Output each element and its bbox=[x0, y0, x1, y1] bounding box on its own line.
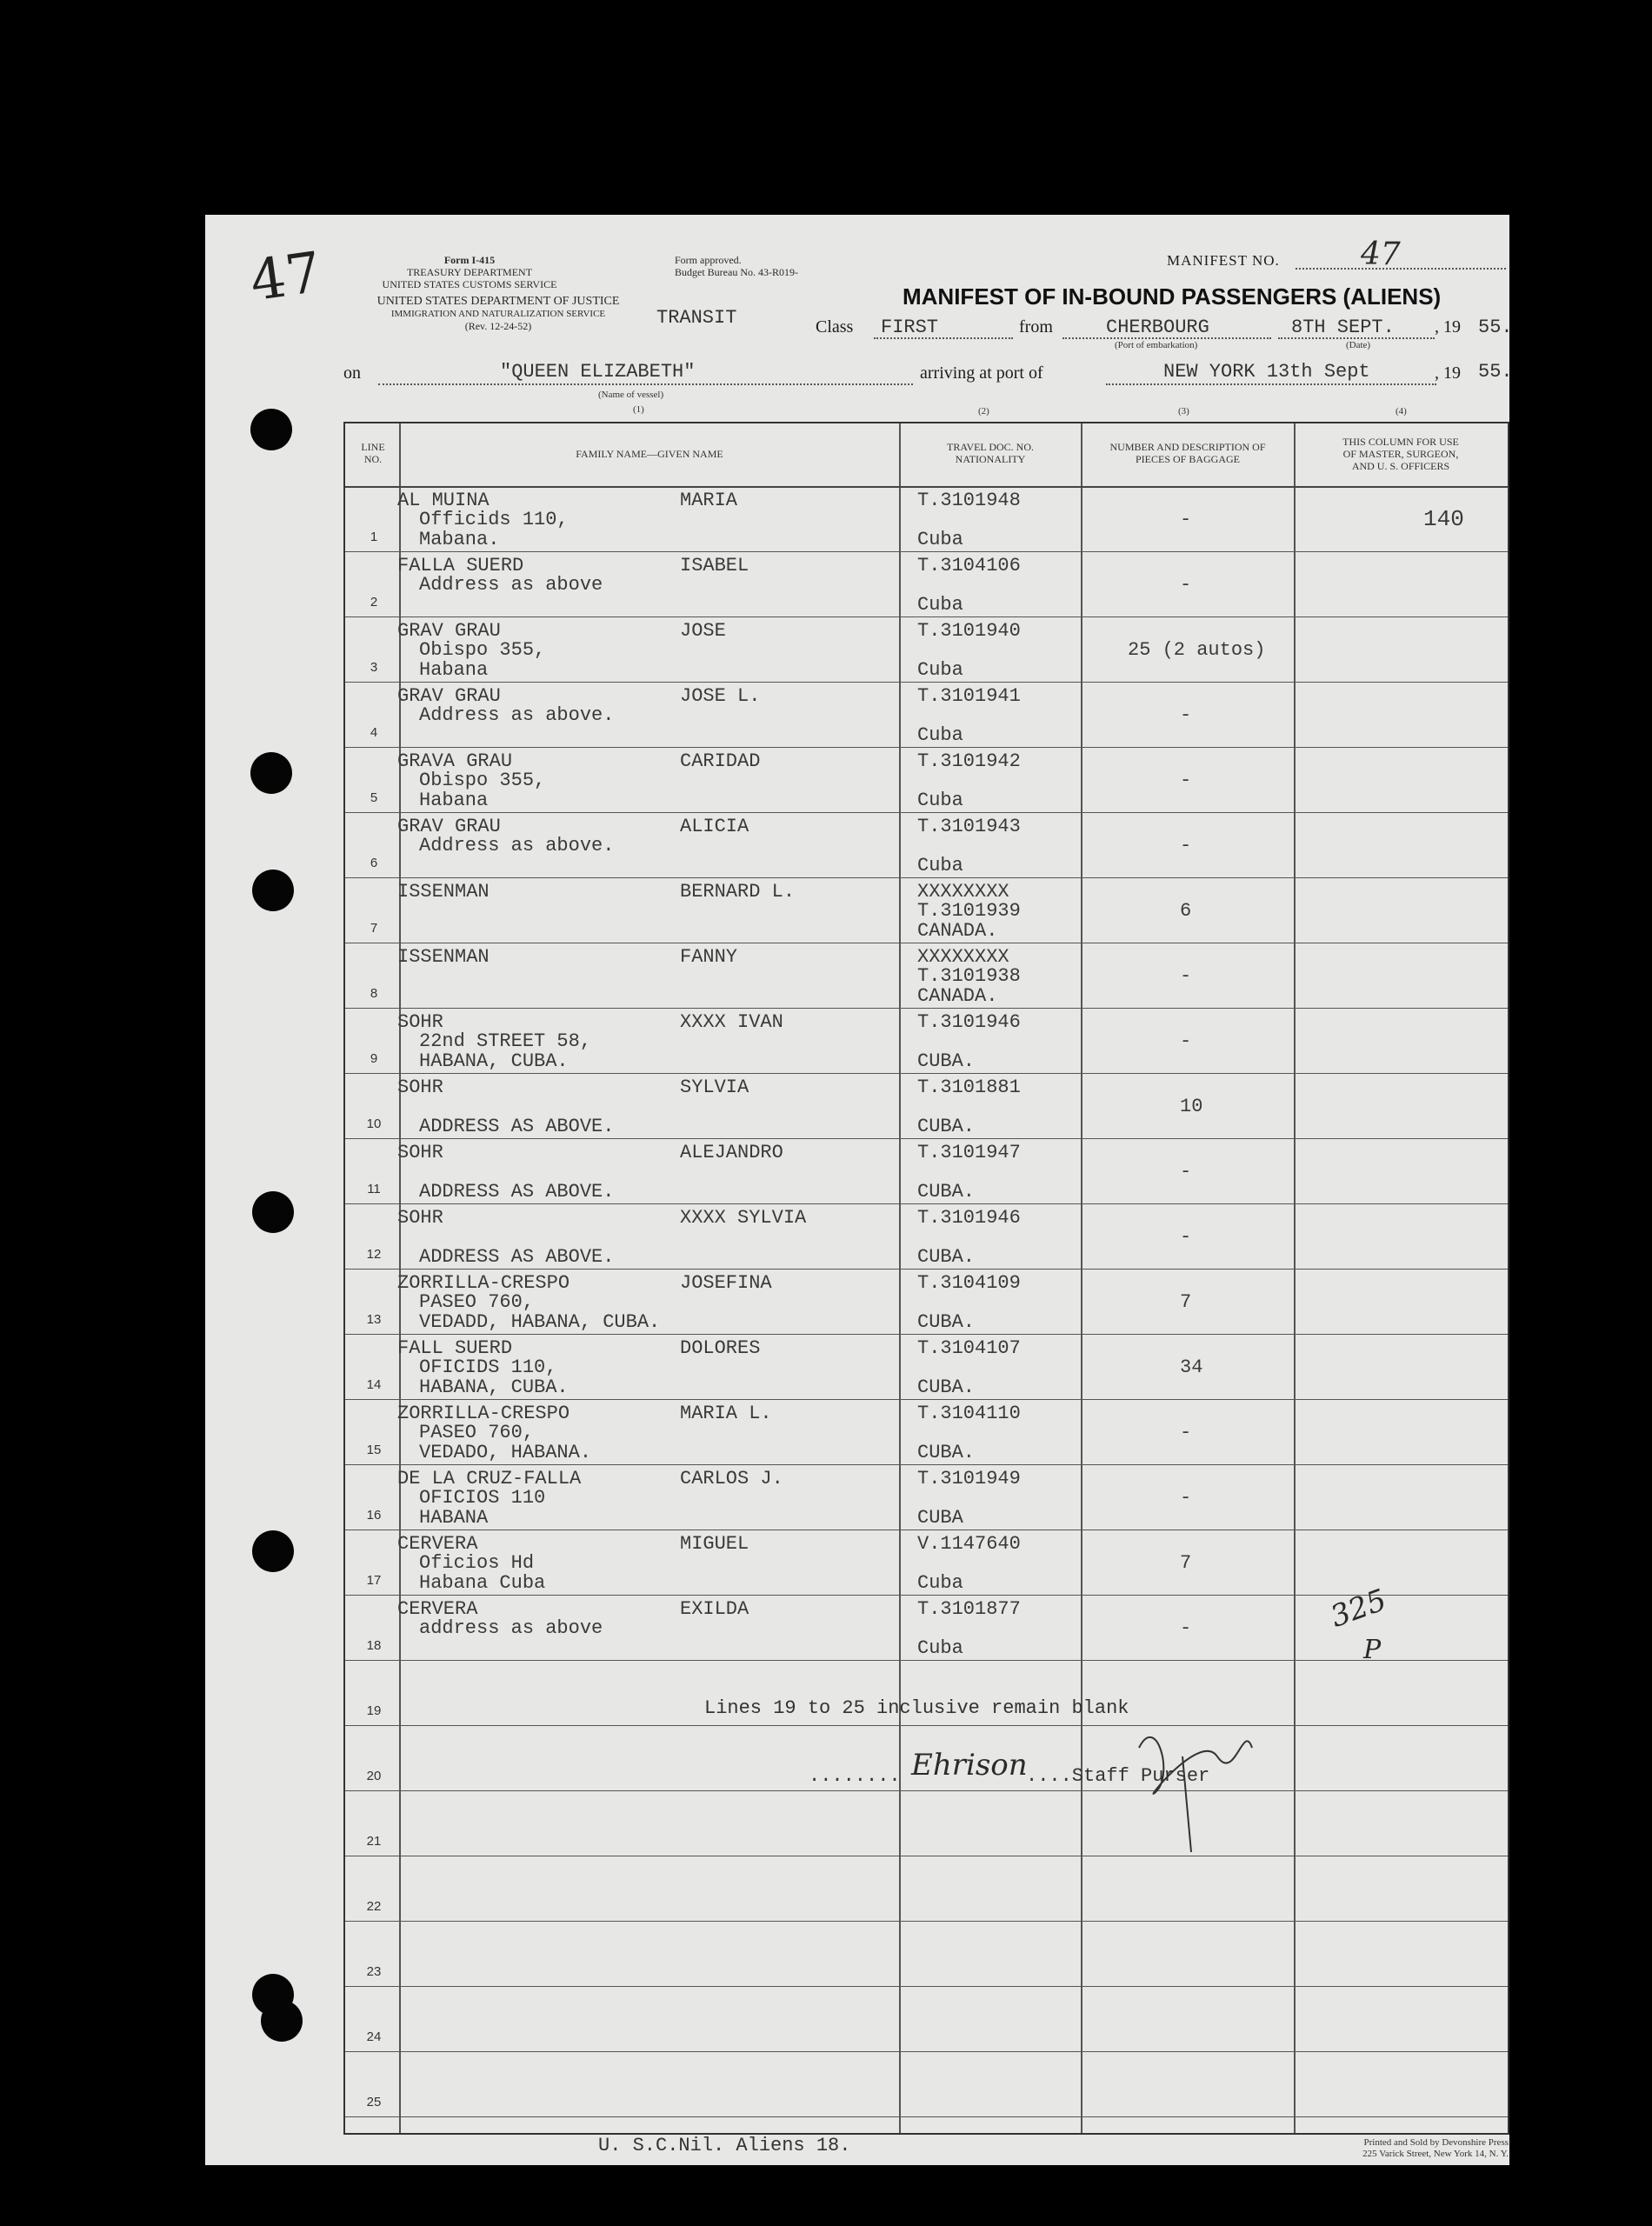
column-number-3: (3) bbox=[1178, 406, 1189, 417]
baggage: - bbox=[1180, 835, 1192, 856]
punch-hole bbox=[252, 870, 294, 911]
row-divider bbox=[345, 877, 1508, 878]
baggage: - bbox=[1180, 1422, 1192, 1443]
nationality: Cuba bbox=[917, 724, 963, 746]
purser-dots: ........ bbox=[809, 1765, 901, 1787]
family-name: SOHR bbox=[397, 1011, 443, 1033]
row-divider bbox=[345, 1986, 1508, 1987]
line-number: 13 bbox=[366, 1312, 382, 1327]
passenger-table bbox=[343, 422, 1509, 2135]
address-line: ADDRESS AS ABOVE. bbox=[419, 1116, 615, 1137]
address-line: ADDRESS AS ABOVE. bbox=[419, 1246, 615, 1268]
nationality: Cuba bbox=[917, 659, 963, 681]
baggage: - bbox=[1180, 1617, 1192, 1639]
line-number: 4 bbox=[370, 725, 378, 740]
line-number: 14 bbox=[366, 1377, 382, 1392]
given-name: MARIA L. bbox=[680, 1403, 772, 1424]
port-caption: (Port of embarkation) bbox=[1115, 340, 1198, 350]
family-name: SOHR bbox=[397, 1142, 443, 1163]
treasury-dept: TREASURY DEPARTMENT bbox=[406, 266, 533, 278]
manifest-number-label: MANIFEST NO. bbox=[1167, 252, 1280, 269]
date-caption: (Date) bbox=[1346, 340, 1371, 350]
manifest-number: 47 bbox=[1361, 237, 1401, 272]
address-line: Mabana. bbox=[419, 529, 500, 550]
purser-title: ....Staff Purser bbox=[1026, 1765, 1210, 1787]
column-number-2: (2) bbox=[978, 406, 989, 417]
arrival-year-label: , 19 bbox=[1435, 363, 1461, 383]
line-number: 12 bbox=[366, 1247, 382, 1262]
travel-doc-no: V.1147640 bbox=[917, 1533, 1021, 1555]
address-line: VEDADO, HABANA. bbox=[419, 1442, 592, 1463]
line-number: 20 bbox=[366, 1769, 382, 1783]
line-number: 6 bbox=[370, 856, 378, 870]
arriving-label: arriving at port of bbox=[920, 363, 1043, 383]
baggage: 6 bbox=[1180, 900, 1192, 922]
address-line: Address as above. bbox=[419, 835, 615, 856]
family-name: SOHR bbox=[397, 1076, 443, 1098]
family-name: ISSENMAN bbox=[397, 946, 490, 968]
approval-line-1: Form approved. bbox=[675, 254, 742, 266]
baggage: - bbox=[1180, 704, 1192, 726]
handwritten-annotation: 325 bbox=[1326, 1583, 1391, 1635]
given-name: JOSE bbox=[680, 620, 726, 642]
baggage: - bbox=[1180, 509, 1192, 530]
row-divider bbox=[345, 1725, 1508, 1726]
form-number: Form I-415 bbox=[443, 254, 496, 266]
row-divider bbox=[345, 1595, 1508, 1596]
given-name: SYLVIA bbox=[680, 1076, 749, 1098]
vessel-caption: (Name of vessel) bbox=[598, 390, 664, 400]
travel-doc-no: T.3101940 bbox=[917, 620, 1021, 642]
row-divider bbox=[345, 1334, 1508, 1335]
address-line: HABANA, CUBA. bbox=[419, 1376, 569, 1398]
baggage: - bbox=[1180, 1030, 1192, 1052]
travel-doc-no: T.3101942 bbox=[917, 750, 1021, 772]
line-number: 1 bbox=[370, 530, 378, 544]
baggage: - bbox=[1180, 1226, 1192, 1248]
line-number: 18 bbox=[366, 1638, 382, 1653]
header-line-no: LINE NO. bbox=[361, 441, 385, 465]
nationality: CUBA bbox=[917, 1507, 963, 1529]
address-line: VEDADD, HABANA, CUBA. bbox=[419, 1311, 661, 1333]
printer-credit: Printed and Sold by Devonshire Press 225 Varick Street, New York 14, N. Y. bbox=[1362, 2137, 1509, 2159]
line-number: 8 bbox=[370, 986, 378, 1001]
family-name: SOHR bbox=[397, 1207, 443, 1229]
travel-doc-no: XXXXXXXX bbox=[917, 881, 1009, 903]
arrival-port-date: NEW YORK 13th Sept bbox=[1163, 361, 1370, 383]
column-number-1: (1) bbox=[633, 404, 644, 415]
row-divider bbox=[345, 1138, 1508, 1139]
address-line: PASEO 760, bbox=[419, 1422, 535, 1443]
baggage: - bbox=[1180, 770, 1192, 791]
customs-service: UNITED STATES CUSTOMS SERVICE bbox=[382, 278, 557, 290]
embarkation-date: 8TH SEPT. bbox=[1291, 317, 1395, 338]
nationality: CUBA. bbox=[917, 1311, 976, 1333]
line-number: 16 bbox=[366, 1508, 382, 1523]
address-line: PASEO 760, bbox=[419, 1291, 535, 1313]
line-number: 10 bbox=[366, 1116, 382, 1131]
address-line: Habana Cuba bbox=[419, 1572, 546, 1594]
line-number: 21 bbox=[366, 1834, 382, 1849]
family-name: GRAV GRAU bbox=[397, 620, 501, 642]
year-label: , 19 bbox=[1435, 317, 1461, 337]
column-number-4: (4) bbox=[1396, 406, 1407, 417]
family-name: AL MUINA bbox=[397, 490, 490, 511]
baggage: 7 bbox=[1180, 1552, 1192, 1574]
line-number: 5 bbox=[370, 790, 378, 805]
family-name: CERVERA bbox=[397, 1533, 478, 1555]
revision: (Rev. 12-24-52) bbox=[464, 320, 532, 332]
officer-note: 140 bbox=[1423, 506, 1464, 532]
handwritten-annotation-letter: P bbox=[1363, 1635, 1382, 1665]
punch-hole bbox=[250, 409, 292, 450]
row-divider bbox=[345, 1008, 1508, 1009]
address-line: OFICIDS 110, bbox=[419, 1356, 557, 1378]
address-line: HABANA bbox=[419, 1507, 489, 1529]
nationality: Cuba bbox=[917, 1637, 963, 1659]
given-name: DOLORES bbox=[680, 1337, 761, 1359]
header-travel-doc: TRAVEL DOC. NO. NATIONALITY bbox=[946, 441, 1034, 465]
baggage: 25 (2 autos) bbox=[1128, 639, 1266, 661]
address-line: Officids 110, bbox=[419, 509, 569, 530]
baggage: 7 bbox=[1180, 1291, 1192, 1313]
line-number: 19 bbox=[366, 1703, 382, 1718]
justice-block bbox=[342, 296, 655, 332]
travel-doc-no: T.3101946 bbox=[917, 1011, 1021, 1033]
given-name: ISABEL bbox=[680, 555, 749, 576]
nationality: CANADA. bbox=[917, 920, 998, 942]
baggage: 10 bbox=[1180, 1096, 1203, 1117]
footer-aliens-count: U. S.C.Nil. Aliens 18. bbox=[598, 2135, 851, 2156]
family-name: CERVERA bbox=[397, 1598, 478, 1620]
vessel-name: "QUEEN ELIZABETH" bbox=[500, 361, 696, 383]
given-name: MIGUEL bbox=[680, 1533, 749, 1555]
travel-doc-no: T.3101941 bbox=[917, 685, 1021, 707]
line-number: 7 bbox=[370, 921, 378, 936]
nationality: CUBA. bbox=[917, 1050, 976, 1072]
address-line: Address as above. bbox=[419, 704, 615, 726]
nationality: Cuba bbox=[917, 790, 963, 811]
line-number: 24 bbox=[366, 2029, 382, 2044]
nationality: Cuba bbox=[917, 594, 963, 616]
line-number: 11 bbox=[367, 1182, 381, 1196]
address-line: address as above bbox=[419, 1617, 603, 1639]
line-number: 2 bbox=[370, 595, 378, 610]
row-divider bbox=[345, 1399, 1508, 1400]
embarkation-year: 55. bbox=[1478, 317, 1513, 338]
given-name: BERNARD L. bbox=[680, 881, 796, 903]
row-divider bbox=[345, 812, 1508, 813]
baggage: 34 bbox=[1180, 1356, 1203, 1378]
travel-doc-no: T.3101946 bbox=[917, 1207, 1021, 1229]
given-name: XXXX SYLVIA bbox=[680, 1207, 807, 1229]
given-name: CARLOS J. bbox=[680, 1468, 783, 1490]
family-name: GRAV GRAU bbox=[397, 685, 501, 707]
punch-hole bbox=[252, 1191, 294, 1233]
travel-doc-no: T.3101881 bbox=[917, 1076, 1021, 1098]
given-name: EXILDA bbox=[680, 1598, 749, 1620]
class-value: FIRST bbox=[881, 317, 939, 338]
travel-doc-no: T.3104106 bbox=[917, 555, 1021, 576]
row-divider bbox=[345, 616, 1508, 617]
on-label: on bbox=[343, 363, 361, 383]
travel-doc-no: T.3104107 bbox=[917, 1337, 1021, 1359]
given-name: ALEJANDRO bbox=[680, 1142, 783, 1163]
family-name: GRAVA GRAU bbox=[397, 750, 513, 772]
approval-line-2: Budget Bureau No. 43-R019- bbox=[675, 266, 798, 278]
line-number: 9 bbox=[370, 1051, 378, 1066]
purser-signature: Ehrison bbox=[911, 1748, 1028, 1783]
row-divider bbox=[345, 551, 1508, 552]
nationality: Cuba bbox=[917, 855, 963, 876]
ins-service: IMMIGRATION AND NATURALIZATION SERVICE bbox=[390, 309, 606, 319]
page-title: MANIFEST OF IN-BOUND PASSENGERS (ALIENS) bbox=[903, 283, 1442, 310]
official-signature-scrawl bbox=[1122, 1696, 1261, 1869]
family-name: ISSENMAN bbox=[397, 881, 490, 903]
given-name: JOSEFINA bbox=[680, 1272, 772, 1294]
nationality: CUBA. bbox=[917, 1376, 976, 1398]
family-name: FALL SUERD bbox=[397, 1337, 513, 1359]
family-name: ZORRILLA-CRESPO bbox=[397, 1403, 570, 1424]
travel-doc-no: T.3104110 bbox=[917, 1403, 1021, 1424]
given-name: XXXX IVAN bbox=[680, 1011, 783, 1033]
from-label: from bbox=[1019, 317, 1053, 337]
punch-hole bbox=[250, 752, 292, 794]
form-number-block bbox=[352, 254, 587, 290]
given-name: JOSE L. bbox=[680, 685, 761, 707]
row-divider bbox=[345, 682, 1508, 683]
baggage: - bbox=[1180, 965, 1192, 987]
address-line: Obispo 355, bbox=[419, 639, 546, 661]
row-divider bbox=[345, 1660, 1508, 1661]
header-baggage: NUMBER AND DESCRIPTION OF PIECES OF BAGGAGE bbox=[1109, 441, 1266, 465]
travel-doc-no: T.3101943 bbox=[917, 816, 1021, 837]
family-name: FALLA SUERD bbox=[397, 555, 524, 576]
line-number: 23 bbox=[366, 1964, 382, 1979]
given-name: CARIDAD bbox=[680, 750, 761, 772]
travel-doc-no: XXXXXXXX bbox=[917, 946, 1009, 968]
row-divider bbox=[345, 1790, 1508, 1791]
nationality: CUBA. bbox=[917, 1246, 976, 1268]
row-divider bbox=[345, 1269, 1508, 1270]
given-name: MARIA bbox=[680, 490, 738, 511]
nationality: CUBA. bbox=[917, 1442, 976, 1463]
given-name: ALICIA bbox=[680, 816, 749, 837]
travel-doc-no: T.3101948 bbox=[917, 490, 1021, 511]
travel-doc-no: T.3101938 bbox=[917, 965, 1021, 987]
row-divider bbox=[345, 747, 1508, 748]
line-number: 17 bbox=[366, 1573, 382, 1588]
nationality: Cuba bbox=[917, 529, 963, 550]
address-line: Obispo 355, bbox=[419, 770, 546, 791]
address-line: Oficios Hd bbox=[419, 1552, 535, 1574]
transit-stamp: TRANSIT bbox=[656, 307, 737, 329]
address-line: ADDRESS AS ABOVE. bbox=[419, 1181, 615, 1203]
row-divider bbox=[345, 1921, 1508, 1922]
address-line: 22nd STREET 58, bbox=[419, 1030, 592, 1052]
nationality: Cuba bbox=[917, 1572, 963, 1594]
punch-hole bbox=[261, 2000, 303, 2042]
family-name: DE LA CRUZ-FALLA bbox=[397, 1468, 582, 1490]
row-divider bbox=[345, 1203, 1508, 1204]
address-line: HABANA, CUBA. bbox=[419, 1050, 569, 1072]
row-divider bbox=[345, 1073, 1508, 1074]
nationality: CANADA. bbox=[917, 985, 998, 1007]
line-number: 3 bbox=[370, 660, 378, 675]
line-number: 25 bbox=[366, 2095, 382, 2109]
travel-doc-no: T.3101939 bbox=[917, 900, 1021, 922]
nationality: CUBA. bbox=[917, 1116, 976, 1137]
line-number: 22 bbox=[366, 1899, 382, 1914]
address-line: Habana bbox=[419, 790, 489, 811]
family-name: ZORRILLA-CRESPO bbox=[397, 1272, 570, 1294]
family-name: GRAV GRAU bbox=[397, 816, 501, 837]
form-approval bbox=[675, 254, 823, 278]
travel-doc-no: T.3101947 bbox=[917, 1142, 1021, 1163]
baggage: - bbox=[1180, 1161, 1192, 1183]
remain-blank-note: Lines 19 to 25 inclusive remain blank bbox=[704, 1697, 1129, 1719]
travel-doc-no: T.3101949 bbox=[917, 1468, 1021, 1490]
punch-hole bbox=[252, 1530, 294, 1572]
justice-dept: UNITED STATES DEPARTMENT OF JUSTICE bbox=[376, 295, 620, 308]
address-line: OFICIOS 110 bbox=[419, 1487, 546, 1509]
header-officers: THIS COLUMN FOR USE OF MASTER, SURGEON, AND U. S. OFFICERS bbox=[1342, 436, 1459, 472]
header-family-name: FAMILY NAME—GIVEN NAME bbox=[576, 448, 723, 460]
row-divider bbox=[345, 2116, 1508, 2117]
arrival-year: 55. bbox=[1478, 361, 1513, 383]
given-name: FANNY bbox=[680, 946, 738, 968]
margin-handwritten-number: 47 bbox=[246, 240, 326, 315]
line-number: 15 bbox=[366, 1443, 382, 1457]
address-line: Address as above bbox=[419, 574, 603, 596]
travel-doc-no: T.3101877 bbox=[917, 1598, 1021, 1620]
baggage: - bbox=[1180, 1487, 1192, 1509]
port-of-embarkation: CHERBOURG bbox=[1106, 317, 1209, 338]
travel-doc-no: T.3104109 bbox=[917, 1272, 1021, 1294]
row-divider bbox=[345, 1464, 1508, 1465]
address-line: Habana bbox=[419, 659, 489, 681]
nationality: CUBA. bbox=[917, 1181, 976, 1203]
class-label: Class bbox=[816, 317, 854, 337]
row-divider bbox=[345, 2051, 1508, 2052]
baggage: - bbox=[1180, 574, 1192, 596]
